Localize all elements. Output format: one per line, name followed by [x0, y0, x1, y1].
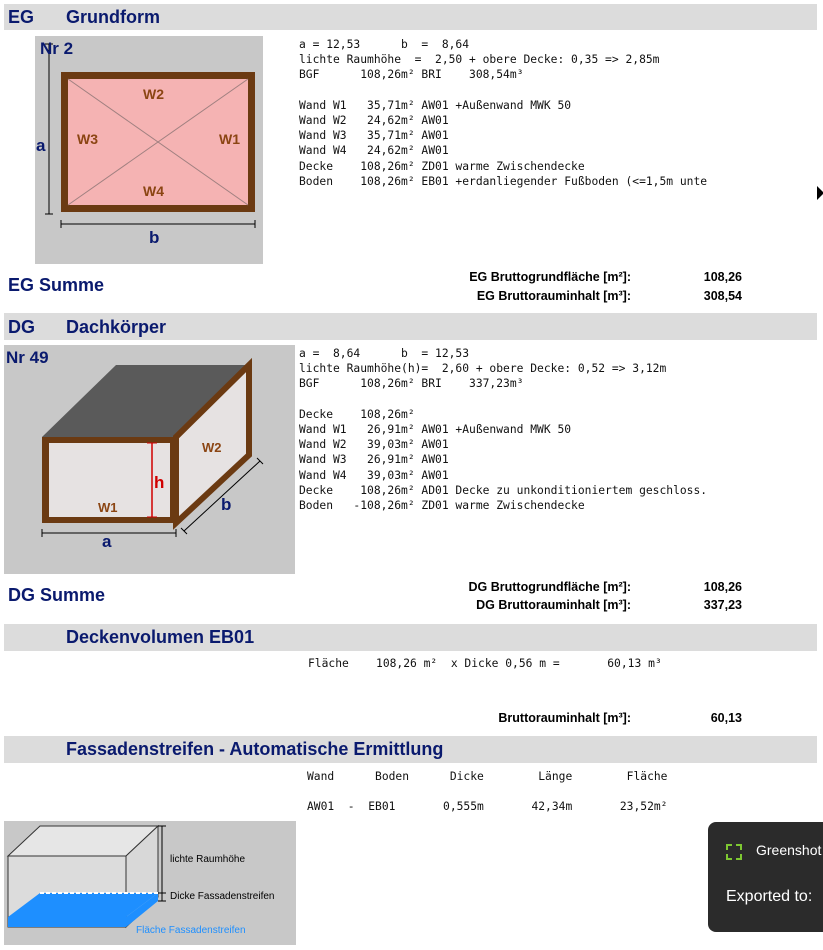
- eg-bgf-row: [300, 270, 820, 286]
- greenshot-app-name: Greenshot: [756, 842, 822, 858]
- eg-a-label: a: [36, 136, 46, 155]
- dg-header-band: [4, 313, 817, 340]
- dg-details-text: a = 8,64 b = 12,53 lichte Raumhöhe(h)= 2,60 + obere Decke: 0,52 => 3,12m BGF 108,26m² BRI 337,23m³ Decke 108,26m² Wand W1 26,91m² AW01 +Außenwand MWK 50 Wand W2 39,03m² AW01 Wand W3 26,91m² AW01 Wand W4 39,03m² AW01 Decke 108,26m² AD01 Decke zu unkonditioniertem geschloss. Boden -108,26m² ZD01 warme Zwischendecke: [299, 347, 708, 513]
- dg-a-label: a: [102, 532, 112, 551]
- greenshot-notification[interactable]: [708, 822, 823, 932]
- decken-bri-label: Bruttorauminhalt [m³]:: [498, 711, 631, 725]
- eg-details-text: a = 12,53 b = 8,64 lichte Raumhöhe = 2,50 + obere Decke: 0,35 => 2,85m BGF 108,26m² BRI 308,54m³ Wand W1 35,71m² AW01 +Außenwand MWK 50 Wand W2 24,62m² AW01 Wand W3 35,71m² AW01 Wand W4 24,62m² AW01 Decke 108,26m² ZD01 warme Zwischendecke Boden 108,26m² EB01 +erdanliegender Fußboden (<=1,5m unte: [299, 38, 708, 188]
- greenshot-icon: [726, 844, 742, 860]
- dg-figure: [4, 345, 295, 574]
- dg-title: Dachkörper: [66, 317, 167, 337]
- eg-figure: [35, 36, 263, 264]
- dg-h-label: h: [154, 473, 165, 492]
- fassade-table-row: AW01 - EB01 0,555m 42,34m 23,52m²: [307, 800, 668, 813]
- decken-header-band: [4, 624, 817, 651]
- eg-sum-label: EG Summe: [8, 275, 105, 295]
- scroll-right-arrow-icon[interactable]: [817, 186, 823, 200]
- eg-nr-label: Nr 2: [40, 39, 74, 58]
- dg-w2-label: W2: [202, 440, 222, 455]
- eg-header-band: [4, 4, 817, 30]
- dg-box-diagram: [4, 345, 295, 574]
- eg-bgf-label: EG Bruttogrundfläche [m²]:: [469, 270, 631, 284]
- decken-bri-value: 60,13: [710, 711, 742, 725]
- eg-title: Grundform: [66, 7, 160, 27]
- eg-w4-label: W4: [143, 183, 164, 199]
- eg-w2-label: W2: [143, 86, 164, 102]
- eg-bri-value: 308,54: [703, 289, 742, 303]
- greenshot-message: Exported to:: [726, 888, 813, 905]
- dg-sum-label: DG Summe: [8, 585, 106, 605]
- eg-bgf-value: 108,26: [703, 270, 742, 284]
- fassade-header-band: [4, 736, 817, 763]
- dg-nr-label: Nr 49: [6, 348, 49, 367]
- fassade-figure: [4, 821, 296, 945]
- decken-title: Deckenvolumen EB01: [66, 627, 255, 647]
- dg-bri-value: 337,23: [703, 598, 742, 612]
- fassade-table-header: Wand Boden Dicke Länge Fläche: [307, 770, 668, 783]
- fassade-title: Fassadenstreifen - Automatische Ermittlung: [66, 739, 444, 759]
- dg-w1-label: W1: [98, 500, 118, 515]
- dg-b-label: b: [221, 495, 232, 514]
- eg-code: EG: [8, 7, 35, 27]
- eg-bri-label: EG Bruttorauminhalt [m³]:: [476, 289, 631, 303]
- dg-bgf-value: 108,26: [703, 580, 742, 594]
- dg-bri-row: [300, 598, 820, 614]
- dg-bri-label: DG Bruttorauminhalt [m³]:: [476, 598, 631, 612]
- dg-code: DG: [8, 317, 35, 337]
- fassade-label-flaeche: Fläche Fassadenstreifen: [136, 925, 246, 936]
- dg-bgf-row: [300, 580, 820, 596]
- fassade-label-dicke: Dicke Fassadenstreifen: [170, 891, 275, 902]
- eg-w1-label: W1: [219, 131, 240, 147]
- decken-bri-row: [300, 711, 820, 727]
- dg-bgf-label: DG Bruttogrundfläche [m²]:: [468, 580, 631, 594]
- decken-calc-line: Fläche 108,26 m² x Dicke 0,56 m = 60,13 m³: [308, 657, 662, 670]
- eg-w3-label: W3: [77, 131, 98, 147]
- eg-bri-row: [300, 289, 820, 305]
- eg-b-label: b: [149, 228, 160, 247]
- fassade-label-raumhoehe: lichte Raumhöhe: [170, 854, 246, 865]
